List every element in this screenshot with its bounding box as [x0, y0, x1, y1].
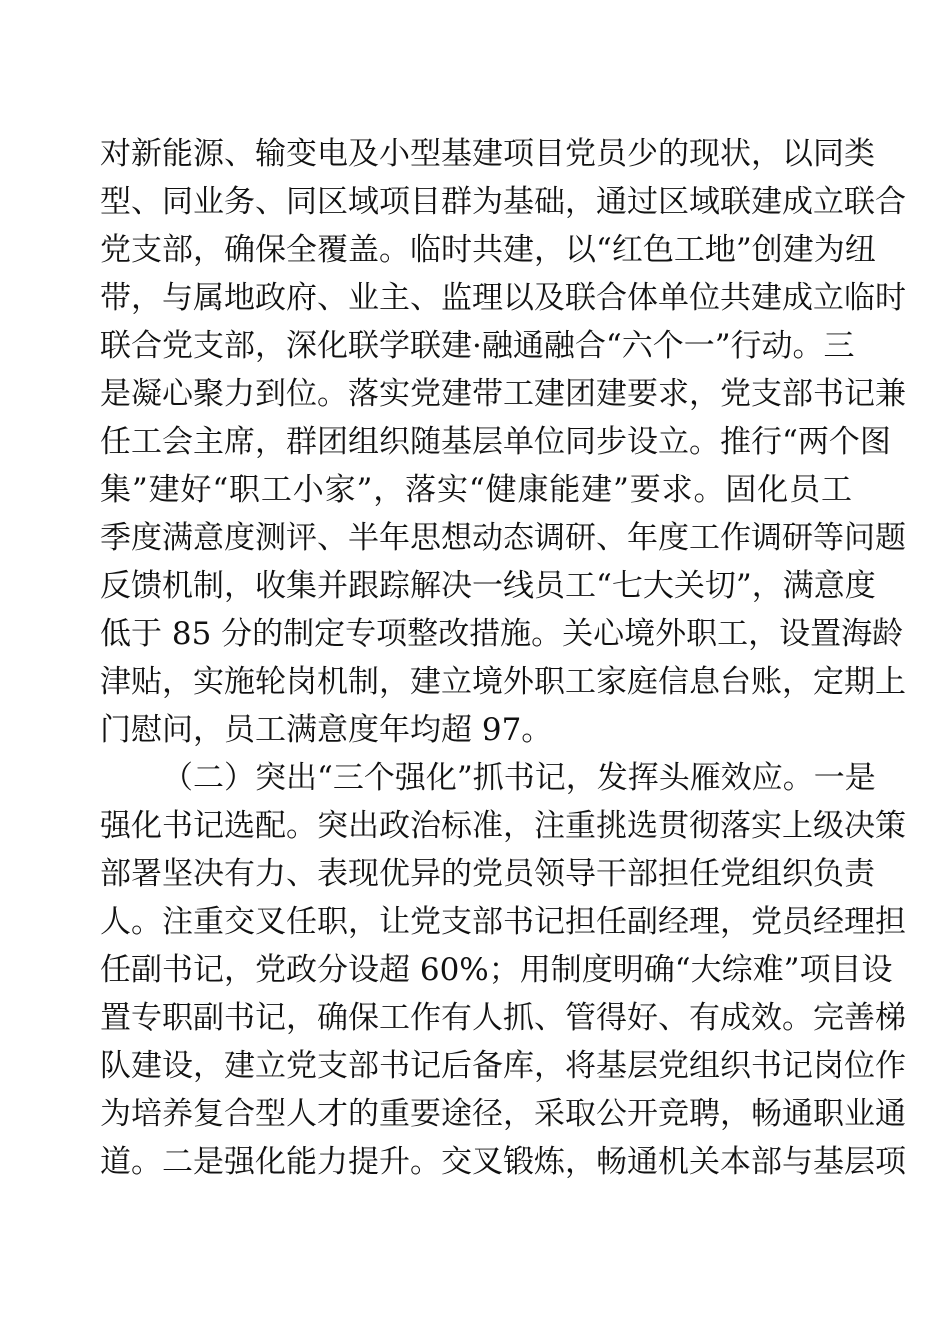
text-line: 部署坚决有力、表现优异的党员领导干部担任党组织负责	[100, 856, 875, 892]
text-line: 季度满意度测评、半年思想动态调研、年度工作调研等问题	[100, 520, 906, 556]
text-line: 型、同业务、同区域项目群为基础，通过区域联建成立联合	[100, 184, 906, 220]
text-line: 党支部，确保全覆盖。临时共建，以“红色工地”创建为纽	[100, 232, 876, 268]
text-line: 对新能源、输变电及小型基建项目党员少的现状，以同类	[100, 136, 875, 172]
text-line: 联合党支部，深化联学联建·融通融合“六个一”行动。三	[100, 328, 855, 364]
text-line: 队建设，建立党支部书记后备库，将基层党组织书记岗位作	[100, 1048, 906, 1084]
text-line: 道。二是强化能力提升。交叉锻炼，畅通机关本部与基层项	[100, 1144, 906, 1180]
text-line: 为培养复合型人才的重要途径，采取公开竞聘，畅通职业通	[100, 1096, 906, 1132]
text-line: 是凝心聚力到位。落实党建带工建团建要求，党支部书记兼	[100, 376, 906, 412]
text-line: 带，与属地政府、业主、监理以及联合体单位共建成立临时	[100, 280, 906, 316]
text-line: 津贴，实施轮岗机制，建立境外职工家庭信息台账，定期上	[100, 664, 906, 700]
text-line: 门慰问，员工满意度年均超 97。	[100, 712, 553, 748]
text-line: 强化书记选配。突出政治标准，注重挑选贯彻落实上级决策	[100, 808, 906, 844]
text-line: 反馈机制，收集并跟踪解决一线员工“七大关切”，满意度	[100, 568, 876, 604]
text-line: 低于 85 分的制定专项整改措施。关心境外职工，设置海龄	[100, 616, 904, 652]
text-line: 人。注重交叉任职，让党支部书记担任副经理，党员经理担	[100, 904, 906, 940]
text-line: 任副书记，党政分设超 60%；用制度明确“大综难”项目设	[100, 952, 893, 988]
text-line: 集”建好“职工小家”，落实“健康能建”要求。固化员工	[100, 472, 852, 508]
text-line: 任工会主席，群团组织随基层单位同步设立。推行“两个图	[100, 424, 891, 460]
text-line: 置专职副书记，确保工作有人抓、管得好、有成效。完善梯	[100, 1000, 906, 1036]
section-heading-line: （二）突出“三个强化”抓书记，发挥头雁效应。一是	[162, 760, 876, 796]
